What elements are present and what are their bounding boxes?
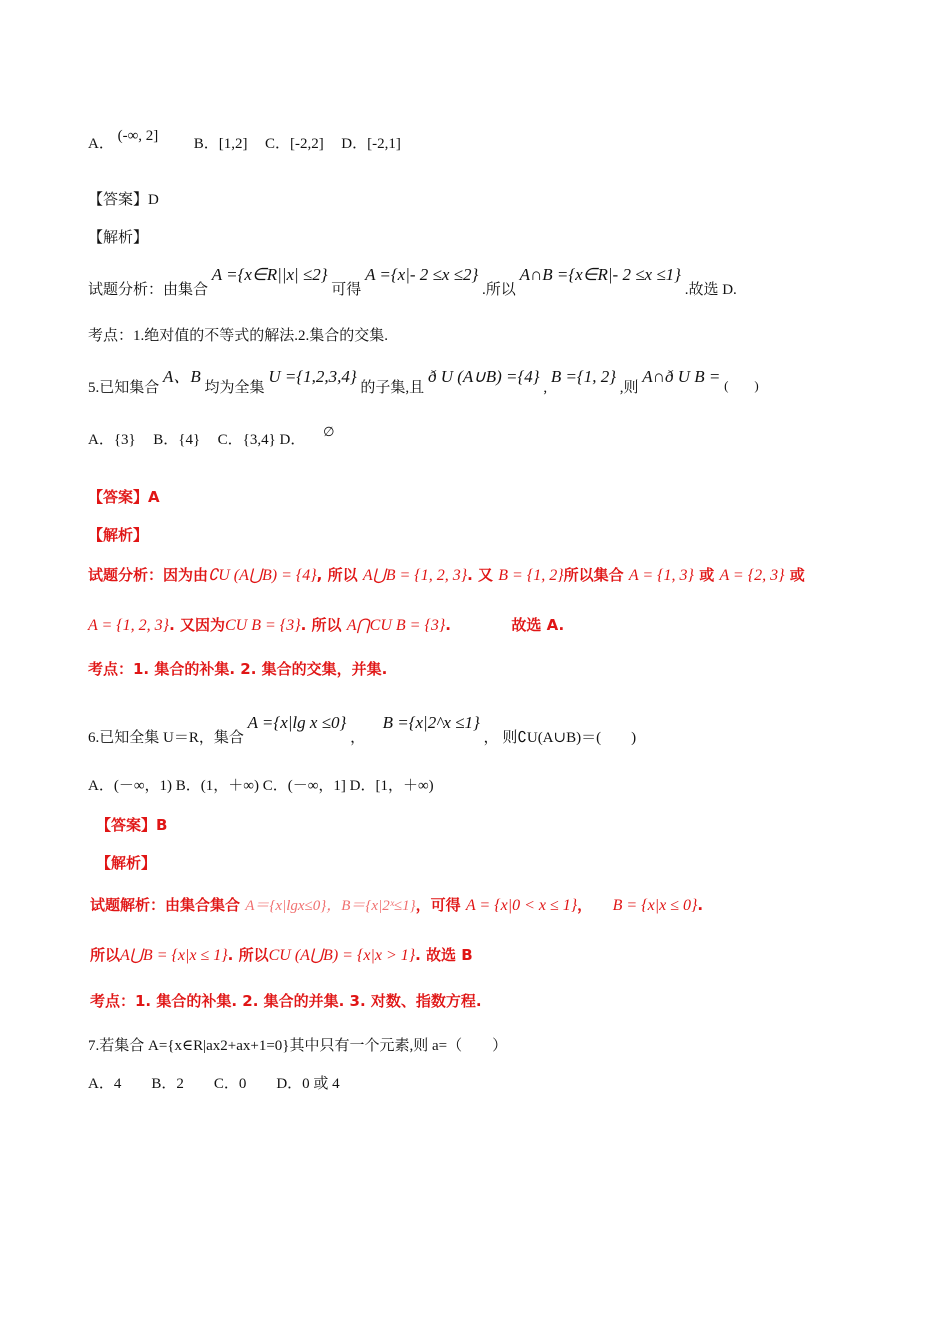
q5-analysis-title: 【解析】 [88,526,149,544]
q5-mid2: 的子集,且 [360,380,425,396]
q5-analysis-text-4: 所以集合 [563,566,624,584]
q5-analysis2-math-2: CU B = {3} [225,617,301,634]
q6-analysis-line2 [90,944,473,965]
q5-complement: ð U (A∪B) ={4} [427,367,540,386]
q6-analysis2-text-3: . 故选 B [415,946,473,964]
q4-analysis-title: 【解析】 [88,230,149,246]
q5-option-d-symbol: ∅ [323,424,335,439]
q5-set-b: B ={1, 2} [550,367,617,386]
q6-comma2: ， [483,730,499,746]
q5-universe: U ={1,2,3,4} [268,367,357,386]
q5-analysis-math-1: ∁U (A⋃B) = {4} [208,567,317,584]
q6-analysis2-text-1: 所以 [90,946,121,964]
q6-comma1: ， [350,730,366,746]
q4-analysis-mid2: .所以 [482,282,516,298]
q5-option-a: A．{3} [88,432,136,448]
q6-analysis-text-4: . [697,896,704,914]
q4-set-a: A ={x∈R||x| ≤2} [211,265,328,284]
q5-mid1: 均为全集 [204,380,265,396]
q6-set-a: A ={x|lg x ≤0} [247,713,347,732]
q5-analysis2-text-2: . 所以 [300,616,342,634]
q6-analysis2-math-1: A⋃B = {x|x ≤ 1} [120,947,228,964]
q4-analysis-mid1: 可得 [331,282,362,298]
q5-sets: A、B [163,367,201,386]
q5-analysis-text-2: , 所以 [316,566,358,584]
q5-analysis-math-4: A = {1, 3} [628,567,694,584]
q5-analysis-math-2: A⋃B = {1, 2, 3} [362,567,468,584]
q5-prefix: 5.已知集合 [88,380,160,396]
q5-analysis-text-3: . 又 [467,566,494,584]
q5-analysis-line1 [88,564,805,585]
q6-analysis-text-2: ，可得 [415,896,461,914]
q5-question [88,362,759,396]
q4-intersection: A∩B ={x∈R|- 2 ≤x ≤1} [519,265,681,284]
q6-analysis2-math-2: CU (A⋃B) = {x|x > 1} [268,947,416,964]
q4-set-a2: A ={x|- 2 ≤x ≤2} [365,265,479,284]
q5-points: 考点：1. 集合的补集. 2. 集合的交集，并集. [88,660,388,678]
q4-options [88,128,401,153]
q5-analysis-math-5: A = {2, 3} [719,567,785,584]
q5-paren: ( ) [724,378,759,393]
q6-analysis-text-1: 试题解析：由集合集合 [90,896,241,914]
q5-analysis-line2 [88,614,564,635]
q4-option-a-math: (-∞, 2] [117,128,159,144]
q6-points: 考点：1. 集合的补集. 2. 集合的并集. 3. 对数、指数方程. [90,992,482,1010]
q5-comma: , [543,380,548,396]
q4-option-c: C．[-2,2] [265,136,324,152]
q4-option-d: D．[-2,1] [341,136,401,152]
q6-analysis-text-3: ， [577,896,593,914]
q5-analysis2-math-3: A⋂CU B = {3} [346,617,446,634]
q5-analysis2-math-1: A = {1, 2, 3} [88,617,170,634]
q5-analysis-text-5: 或 [699,566,715,584]
q7-options: A．4 B．2 C．0 D．0 或 4 [88,1076,340,1092]
q5-ask: A∩ð U B = [642,367,721,386]
q5-option-c: C．{3,4} [217,432,276,448]
q4-points: 考点：1.绝对值的不等式的解法.2.集合的交集. [88,328,389,344]
q5-analysis2-text-1: . 又因为 [169,616,225,634]
q6-analysis-math-1: A＝{x|lgx≤0}，B＝{x|2ˣ≤1} [245,898,416,914]
q5-analysis2-text-4: 故选 A. [511,616,565,634]
q4-analysis [88,264,737,298]
q4-option-a-label: A． [88,136,114,152]
q5-analysis2-text-3: . [445,616,451,634]
q6-options: A．(－∞，1) B．(1，＋∞) C．(－∞，1] D．[1，＋∞) [88,778,434,794]
q6-ask: 则∁U(A∪B)＝( ) [502,730,637,746]
q6-analysis-line1 [90,894,703,915]
q6-prefix: 6.已知全集 U＝R，集合 [88,730,244,746]
q4-analysis-prefix: 试题分析：由集合 [88,282,209,298]
q4-answer: 【答案】D [88,192,159,208]
q4-option-b: B．[1,2] [193,136,248,152]
q6-analysis-math-2: A = {x|0 < x ≤ 1} [465,897,578,914]
q7-question: 7.若集合 A={x∈R|ax2+ax+1=0}其中只有一个元素,则 a=（ ） [88,1038,508,1054]
q5-option-d-label: D． [279,432,306,448]
q6-analysis-math-3: B = {x|x ≤ 0} [612,897,698,914]
q5-option-b: B．{4} [153,432,201,448]
q5-mid3: ,则 [619,380,639,396]
q5-analysis-math-3: B = {1, 2} [498,567,564,584]
q5-options [88,424,335,449]
q5-analysis-text-1: 试题分析：因为由 [88,566,209,584]
q5-answer: 【答案】A [88,488,160,506]
q4-analysis-suffix: .故选 D. [684,282,737,298]
q5-analysis-text-6: 或 [789,566,805,584]
q6-analysis-title: 【解析】 [96,854,157,872]
q6-analysis2-text-2: . 所以 [227,946,269,964]
q6-answer: 【答案】B [96,816,168,834]
q6-set-b: B ={x|2^x ≤1} [382,713,480,732]
q6-question [88,712,637,746]
